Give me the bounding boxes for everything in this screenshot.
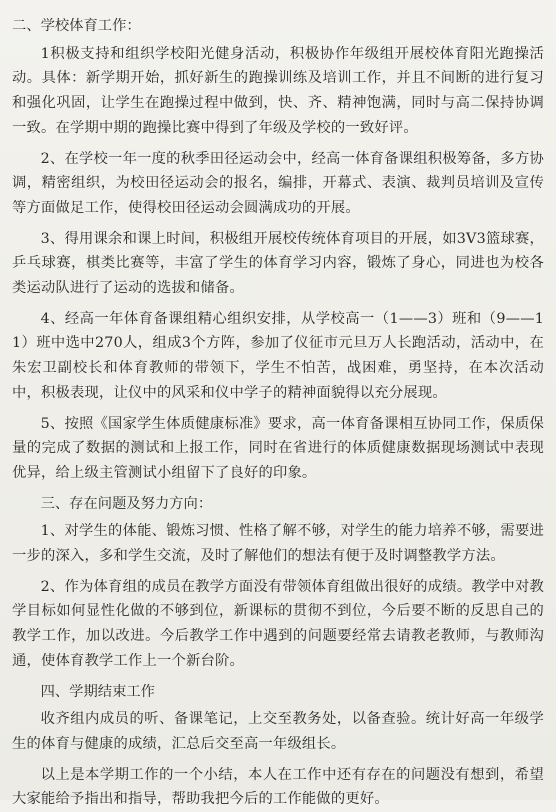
closing-paragraph-1: 收齐组内成员的听、备课笔记，上交至教务处，以备查验。统计好高一年级学生的体育与健康的成绩，汇总后交至高一年级组长。 bbox=[12, 711, 544, 752]
item-paragraph-4: 4、经高一年体育备课组精心组织安排，从学校高一（1——3）班和（9——11）班中选中270人，组成3个方阵，参加了仪征市元旦万人长跑活动，活动中，在朱宏卫副校长和体育教师的带领下，学生不怕苦，战困难，勇坚持，在本次活动中，积极表现，让仪中的风采和仪中学子的精神面貌得以充分展现。 bbox=[12, 310, 544, 401]
section-heading-school-pe: 二、学校体育工作： bbox=[12, 18, 141, 34]
section-heading-problems: 三、存在问题及努力方向： bbox=[40, 495, 213, 512]
item-paragraph-1: 1积极支持和组织学校阳光健身活动，积极协作年级组开展校体育阳光跑操活动。具体：新学期开始，抓好新生的跑操训练及培训工作，并且不间断的进行复习和强化巩固，让学生在跑操过程中做到，快、齐、精神饱满，同时与高二保持协调一致。在学期中期的跑操比赛中得到了年级及学校的一致好评。 bbox=[12, 45, 544, 136]
item-paragraph-2: 2、在学校一年一度的秋季田径运动会中，经高一体育备课组积极筹备，多方协调，精密组织，为校田径运动会的报名，编排，开幕式、表演、裁判员培训及宣传等方面做足工作，使得校田径运动会圆满成功的开展。 bbox=[12, 150, 544, 216]
item-paragraph-3: 3、得用课余和课上时间，积极组开展校传统体育项目的开展，如3V3篮球赛，乒乓球赛，棋类比赛等，丰富了学生的体育学习内容，锻炼了身心，同进也为校各类运动队进行了运动的选拔和储备。 bbox=[12, 230, 544, 297]
closing-paragraph-2: 以上是本学期工作的一个小结，本人在工作中还有存在的问题没有想到，希望大家能给予指出和指导，帮助我把今后的工作能做的更好。 bbox=[12, 766, 544, 808]
item-paragraph-5: 5、按照《国家学生体质健康标准》要求，高一体育备课相互协同工作，保质保量的完成了数据的测试和上报工作，同时在省进行的体质健康数据现场测试中表现优异，给上级主管测试小组留下了良好的印象。 bbox=[12, 415, 544, 481]
problem-paragraph-2: 2、作为体育组的成员在教学方面没有带领体育组做出很好的成绩。教学中对教学目标如何显性化做的不够到位，新课标的贯彻不到位，今后要不断的反思自己的教学工作，加以改进。今后教学工作中遇到的问题要经常去请教老教师，与教师沟通，使体育教学工作上一个新台阶。 bbox=[12, 578, 544, 669]
problem-paragraph-1: 1、对学生的体能、锻炼习惯、性格了解不够，对学生的能力培养不够，需要进一步的深入，多和学生交流，及时了解他们的想法有便于及时调整教学方法。 bbox=[12, 523, 544, 565]
section-heading-term-end: 四、学期结束工作 bbox=[40, 683, 155, 700]
